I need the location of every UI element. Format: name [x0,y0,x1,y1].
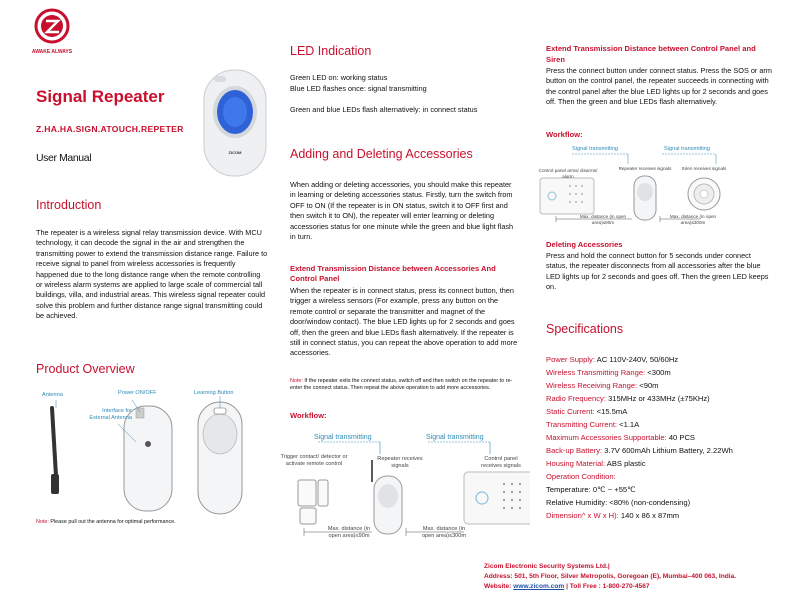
middle-signal-label-2: Signal transmitting [426,434,484,441]
spec-row [546,353,776,366]
spec-key: Maximum Accessories Supportable: [546,433,667,442]
company-footer [484,562,784,592]
trigger-label: Trigger contact/ detector or activate remote control [280,454,348,467]
siren-receives-label: Siren receives signals [681,166,727,171]
product-overview-heading: Product Overview [36,362,135,376]
footer-website-label: Website: [484,583,512,590]
manual-subtitle: User Manual [36,152,92,164]
spec-value: 40 PCS [666,433,695,442]
spec-row [546,366,776,379]
adding-deleting-heading: Adding and Deleting Accessories [290,147,473,161]
footer-company: Zicom Electronic Security Systems Ltd.| [484,563,610,570]
extend-siren-text: Press the connect button under connect status. Press the SOS or arm button on the control panel, the repeater succeeds in connecting with the control panel after the blue LED lights up for 2 seconds and goes off. Then the green and blue LEDs flash alternatively. [546,66,772,107]
middle-note [290,378,516,393]
spec-key: Housing Material: [546,459,606,468]
spec-value: Relative Humidity: <80% (non-condensing) [546,498,691,507]
led-line-green: Green LED on: working status [290,73,388,82]
left-note [36,519,176,525]
spec-row [546,431,776,444]
left-note-text: Please pull out the antenna for optimal performance. [48,519,176,525]
middle-distance-1: Max. distance (in open area)≤90m [327,526,371,539]
spec-row [546,418,776,431]
spec-key: Power Supply: [546,355,595,364]
spec-value: Temperature: 0℃ ~ +55℃ [546,485,636,494]
spec-key: Operation Condition: [546,472,616,481]
spec-value: <1.1A [617,420,640,429]
panel-receives-label: Control panel receives signals [481,456,521,469]
left-note-prefix: Note: [36,519,49,525]
footer-address: Address: 501, 5th Floor, Silver Metropolis, Goregoan (E), Mumbai–400 063, India. [484,573,737,580]
right-repeater-receives-label: Repeater receives signals [618,166,672,171]
spec-value: 315MHz or 433MHz (±75KHz) [605,394,710,403]
spec-row [546,483,776,496]
spec-key: Static Current: [546,407,595,416]
spec-row [546,405,776,418]
spec-row [546,457,776,470]
repeater-receives-label: Repeater receives signals [377,456,423,469]
antenna-label: Antenna [42,392,63,398]
spec-value: ABS plastic [605,459,646,468]
spec-row [546,444,776,457]
power-switch-label: Power ON/OFF [118,390,157,396]
spec-row [546,496,776,509]
spec-key: Radio Frequency: [546,394,606,403]
deleting-accessories-heading: Deleting Accessories [546,240,623,249]
right-distance-1: Max. distance (in open area)≤90m [579,214,627,225]
middle-signal-label-1: Signal transmitting [314,434,372,441]
zicom-logo [28,8,76,54]
middle-workflow-diagram [268,432,530,544]
right-workflow-heading: Workflow: [546,130,583,139]
footer-contact [484,582,784,592]
middle-note-text: If the repeater exits the connect status, switch off and then switch on the repeater to re-enter the connect status. Then repeat the above operation to add more accessories. [290,378,513,392]
deleting-accessories-text: Press and hold the connect button for 5 seconds under connect status, the repeater disconnects from all accessories after the blue LED lights up for 2 seconds and goes off. Then the green LED keeps on. [546,251,769,292]
specifications-list [546,353,776,522]
spec-key: Wireless Transmitting Range: [546,368,646,377]
led-line-alternate: Green and blue LEDs flash alternatively: in connect status [290,105,478,114]
middle-workflow-heading: Workflow: [290,411,327,420]
panel-arms-label: Control panel arms/ disarms/ alarm [538,168,598,179]
spec-value: <90m [637,381,659,390]
introduction-heading: Introduction [36,198,102,212]
logo-tagline: AWAKE ALWAYS [31,49,73,55]
footer-tollfree: | Toll Free : 1-800-270-4567 [564,583,650,590]
spec-key: Transmitting Current: [546,420,618,429]
device-brand-label: ZICOM [228,150,242,155]
specifications-heading: Specifications [546,322,624,336]
spec-value: <15.5mA [594,407,628,416]
learning-button-label: Learning Button [194,390,234,396]
spec-value: 140 x 86 x 87mm [618,511,680,520]
spec-row [546,392,776,405]
extend-accessories-heading: Extend Transmission Distance between Accessories And Control Panel [290,264,496,283]
spec-row [546,470,776,483]
right-workflow-diagram [536,146,776,230]
spec-value: <300m [645,368,671,377]
device-image [200,68,270,178]
right-signal-label-1: Signal transmitting [572,146,619,152]
spec-value: 3.7V 600mAh Lithium Battery, 2.22Wh [602,446,733,455]
right-distance-2: Max. distance (in open area)≤300m [669,214,717,225]
middle-distance-2: Max. distance (in open area)≤300m [421,526,467,539]
model-number: Z.HA.HA.SIGN.ATOUCH.REPETER [36,124,184,134]
zicom-logo-icon [28,8,76,44]
spec-key: Wireless Receiving Range: [546,381,638,390]
led-line-blue: Blue LED flashes once: signal transmitting [290,84,427,93]
spec-row [546,379,776,392]
spec-row [546,509,776,522]
spec-key: Back-up Battery: [546,446,603,455]
led-indication-heading: LED Indication [290,44,372,58]
introduction-text: The repeater is a wireless signal relay transmission device. With MCU technology, it can decode the signal in the air and strengthen the transmitting power to extend the transmission distance range. Failure to receive signal to panel from wireless accessories is frequently happened due to the long distance range when the remote controlling or wireless alarm systems are applied to large scale of commercial tall buildings, villa, and industrial areas. This wireless signal repeater could solve this problem and further distance range signal transmitting could be achieved. [36,228,268,321]
right-signal-label-2: Signal transmitting [664,146,711,152]
external-antenna-label: Interface for External Antenna [89,408,132,421]
middle-note-prefix: Note: [290,378,303,384]
extend-siren-heading: Extend Transmission Distance between Control Panel and Siren [546,44,756,64]
spec-value: AC 110V-240V, 50/60Hz [594,355,679,364]
extend-accessories-text: When the repeater is in connect status, press its connect button, then trigger a wireless sensors (For example, press any button on the remote control or separate the transmitter and magnet of the door/window contact). The blue LED lights up for 2 seconds and goes off, then the green and blue LEDs flash alternatively. If the repeater is still in connect status, you can repeat the above operation to add more accessories. [290,286,518,358]
product-title: Signal Repeater [36,87,165,106]
product-overview-diagram [36,386,266,516]
footer-website-link[interactable]: www.zicom.com [513,583,565,590]
spec-key: Dimension^ x W x H): [546,511,619,520]
adding-deleting-text: When adding or deleting accessories, you should make this repeater in learning or deleting accessories status. Firstly, turn the switch from OFF to ON (If the repeater is in ON status, switch it to OFF first and then switch it to ON), the repeater will enter learning or deleting accessories status for one minute while the green and blue light flash in turn. [290,180,514,242]
